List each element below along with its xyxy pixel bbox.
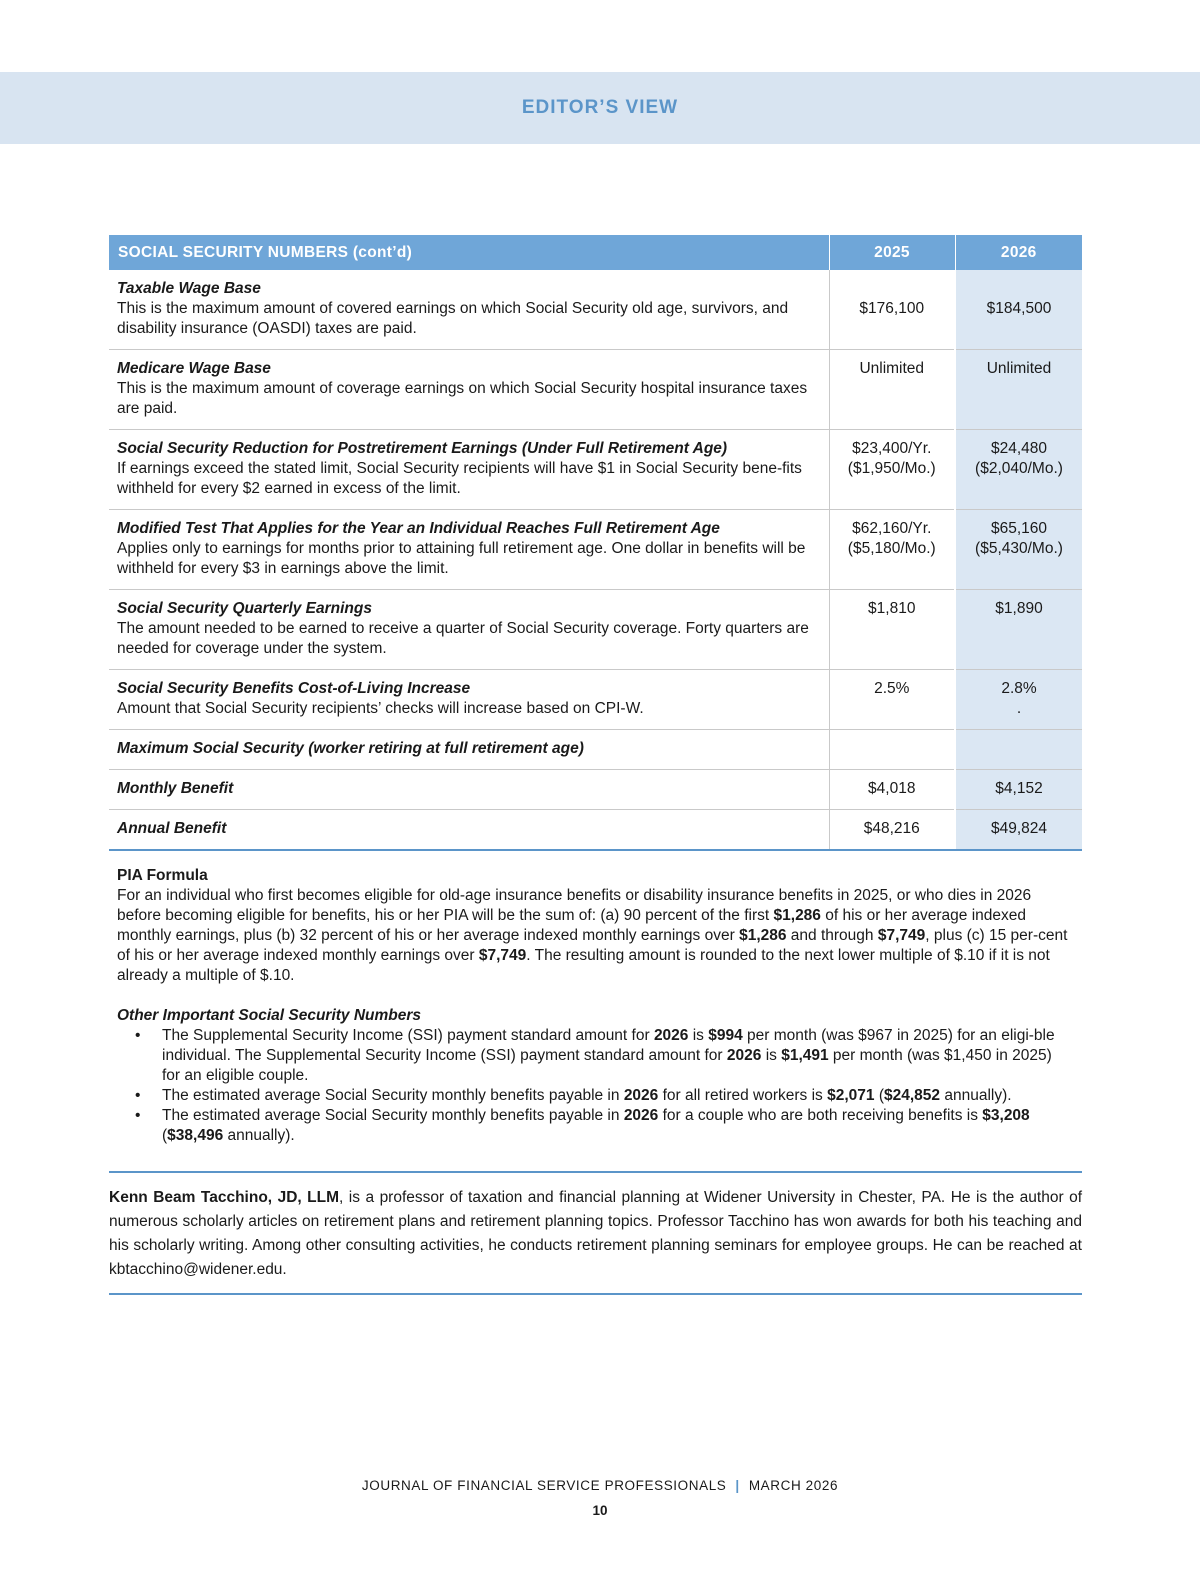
- item-bold: 2026: [653, 1027, 689, 1044]
- bullet-icon: •: [135, 1087, 141, 1104]
- page-number: 10: [592, 1503, 608, 1518]
- table-row: [109, 430, 1082, 510]
- pia-amount: $1,286: [773, 907, 821, 924]
- table-row: [109, 810, 1082, 851]
- item-text: is: [688, 1027, 709, 1044]
- issue-date: MARCH 2026: [748, 1478, 839, 1493]
- row-description: If earnings exceed the stated limit, Social Security recipients will have $1 in Social Security bene-fits withheld for every $2 earned in excess of the limit.: [117, 460, 802, 497]
- item-text: The Supplemental Security Income (SSI) payment standard amount for: [162, 1027, 654, 1044]
- list-item: [135, 1086, 1072, 1106]
- row-label-cell: [109, 810, 829, 851]
- item-text: (: [874, 1087, 885, 1104]
- value-2025: $48,216: [829, 810, 955, 851]
- value-2026: [955, 510, 1082, 590]
- author-bio-text: , is a professor of taxation and financial planning at Widener University in Chester, PA. He is the author of numerous scholarly articles on retirement plans and retirement planning topics. Professor Tacchino has won awards for both his teaching and his scholarly writing. Among other consulting activities, he conducts retirement planning seminars for employee groups. He can be reached at kbtacchino@widener.edu.: [109, 1189, 1083, 1278]
- row-label-cell: [109, 770, 829, 810]
- item-text: per month (was $967 in 2025) for an eligi-ble individual. The Supplemental Security Income (SSI) payment standard amount for: [162, 1027, 1055, 1064]
- row-title: Social Security Quarterly Earnings: [117, 600, 372, 617]
- item-bold: 2026: [623, 1087, 659, 1104]
- value-2025: [829, 510, 955, 590]
- item-bold: $994: [708, 1027, 743, 1044]
- item-bold: $24,852: [884, 1087, 941, 1104]
- value-2025-line1: $62,160/Yr.: [852, 520, 932, 537]
- other-numbers-list: [117, 1026, 1072, 1146]
- value-2025-line1: $23,400/Yr.: [852, 440, 932, 457]
- row-label-cell: [109, 510, 829, 590]
- pia-title: PIA Formula: [117, 867, 208, 884]
- header-2025: 2025: [829, 235, 955, 270]
- row-title: Social Security Reduction for Postretirement Earnings (Under Full Retirement Age): [117, 440, 728, 457]
- table-header-row: [109, 235, 1082, 270]
- item-bold: 2026: [623, 1107, 659, 1124]
- journal-name: JOURNAL OF FINANCIAL SERVICE PROFESSIONALS: [361, 1478, 727, 1493]
- pia-text: For an individual who first becomes eligible for old-age insurance benefits or disability insurance benefits in 2025, or who dies in 2026 before becoming eligible for benefits, his or her PIA will be the sum of: (a) 90 percent of the first: [117, 887, 1032, 924]
- value-2025-empty: [829, 730, 955, 770]
- header-label: SOCIAL SECURITY NUMBERS (cont’d): [109, 235, 829, 270]
- value-2026-line2: ($5,430/Mo.): [975, 540, 1063, 557]
- item-bold: $38,496: [167, 1127, 224, 1144]
- row-label-cell: [109, 670, 829, 730]
- item-bold: $3,208: [982, 1107, 1030, 1124]
- value-2026: $184,500: [955, 270, 1082, 350]
- row-label-cell: [109, 430, 829, 510]
- item-text: annually).: [223, 1127, 295, 1144]
- item-text: for a couple who are both receiving benefits is: [658, 1107, 983, 1124]
- item-bold: 2026: [726, 1047, 762, 1064]
- row-label-cell: [109, 350, 829, 430]
- social-security-table: [109, 235, 1082, 851]
- value-2026: $4,152: [955, 770, 1082, 810]
- row-title: Monthly Benefit: [117, 780, 234, 797]
- row-description: The amount needed to be earned to receive a quarter of Social Security coverage. Forty quarters are needed for coverage under the system.: [117, 620, 809, 657]
- row-title: Annual Benefit: [117, 820, 227, 837]
- item-bold: $2,071: [827, 1087, 875, 1104]
- item-text: per month (was $1,450 in 2025) for an eligible couple.: [162, 1047, 1052, 1084]
- row-title: Taxable Wage Base: [117, 280, 261, 297]
- value-2026-extra: .: [1016, 700, 1022, 717]
- pia-text: and through: [786, 927, 878, 944]
- table-row: [109, 270, 1082, 350]
- row-label-cell: [109, 590, 829, 670]
- item-text: annually).: [940, 1087, 1012, 1104]
- value-2025-line2: ($5,180/Mo.): [847, 540, 936, 557]
- other-numbers-title: Other Important Social Security Numbers: [117, 1007, 422, 1024]
- value-2026: [955, 430, 1082, 510]
- table-row: [109, 770, 1082, 810]
- item-text: The estimated average Social Security monthly benefits payable in: [162, 1087, 624, 1104]
- bio-bottom-divider: [109, 1293, 1082, 1295]
- bullet-icon: •: [135, 1107, 141, 1124]
- page-footer: [0, 1478, 1200, 1493]
- value-2025: $176,100: [829, 270, 955, 350]
- value-2026: Unlimited: [955, 350, 1082, 430]
- row-description: Amount that Social Security recipients’ checks will increase based on CPI-W.: [117, 700, 644, 717]
- value-2025: [829, 430, 955, 510]
- pia-amount: $7,749: [877, 927, 926, 944]
- value-2026-empty: [955, 730, 1082, 770]
- row-label-cell: [109, 270, 829, 350]
- row-title: Social Security Benefits Cost-of-Living Increase: [117, 680, 471, 697]
- value-2025: 2.5%: [829, 670, 955, 730]
- row-label-cell: [109, 730, 829, 770]
- header-2026: 2026: [955, 235, 1082, 270]
- editors-view-banner: [0, 72, 1200, 144]
- value-2026-line1: $65,160: [990, 520, 1048, 537]
- row-title: Maximum Social Security (worker retiring at full retirement age): [117, 740, 584, 757]
- bio-top-divider: [109, 1171, 1082, 1173]
- other-numbers-section: [117, 1006, 1072, 1146]
- value-2026: $1,890: [955, 590, 1082, 670]
- row-description: This is the maximum amount of coverage earnings on which Social Security hospital insurance taxes are paid.: [117, 380, 808, 417]
- pia-amount: $1,286: [739, 927, 787, 944]
- pia-amount: $7,749: [478, 947, 527, 964]
- pia-text: , plus (c) 15 per-cent of his or her average indexed monthly earnings over: [117, 927, 1068, 964]
- table-row: [109, 350, 1082, 430]
- author-bio: [109, 1186, 1082, 1282]
- value-2026-line1: $24,480: [990, 440, 1048, 457]
- value-2026: [955, 670, 1082, 730]
- row-description: Applies only to earnings for months prior to attaining full retirement age. One dollar in benefits will be withheld for every $3 in earnings above the limit.: [117, 540, 806, 577]
- footer-separator: |: [735, 1478, 740, 1493]
- item-text: The estimated average Social Security monthly benefits payable in: [162, 1107, 624, 1124]
- value-2025-line2: ($1,950/Mo.): [847, 460, 936, 477]
- list-item: [135, 1106, 1072, 1146]
- item-text: (: [162, 1127, 168, 1144]
- table-row: [109, 670, 1082, 730]
- item-text: for all retired workers is: [658, 1087, 828, 1104]
- table-row: [109, 590, 1082, 670]
- author-name: Kenn Beam Tacchino, JD, LLM: [109, 1189, 340, 1206]
- value-2025: $4,018: [829, 770, 955, 810]
- pia-text: of his or her average indexed monthly earnings, plus (b) 32 percent of his or her average indexed monthly earnings over: [117, 907, 1027, 944]
- row-description: This is the maximum amount of covered earnings on which Social Security old age, survivors, and disability insurance (OASDI) taxes are paid.: [117, 300, 789, 337]
- value-2026-line2: ($2,040/Mo.): [975, 460, 1063, 477]
- pia-formula-section: [117, 866, 1072, 986]
- row-title: Medicare Wage Base: [117, 360, 271, 377]
- table-row: [109, 730, 1082, 770]
- value-2026-main: 2.8%: [1001, 680, 1037, 697]
- banner-title: EDITOR’S VIEW: [521, 97, 679, 118]
- pia-text: . The resulting amount is rounded to the next lower multiple of $.10 if it is not already a multiple of $.10.: [117, 947, 1050, 984]
- list-item: [135, 1026, 1072, 1086]
- pia-paragraph: [117, 887, 1067, 984]
- item-bold: $1,491: [781, 1047, 829, 1064]
- value-2025: $1,810: [829, 590, 955, 670]
- value-2026: $49,824: [955, 810, 1082, 851]
- row-title: Modified Test That Applies for the Year an Individual Reaches Full Retirement Age: [117, 520, 720, 537]
- item-text: is: [761, 1047, 782, 1064]
- value-2025: Unlimited: [829, 350, 955, 430]
- bullet-icon: •: [135, 1027, 141, 1044]
- table-row: [109, 510, 1082, 590]
